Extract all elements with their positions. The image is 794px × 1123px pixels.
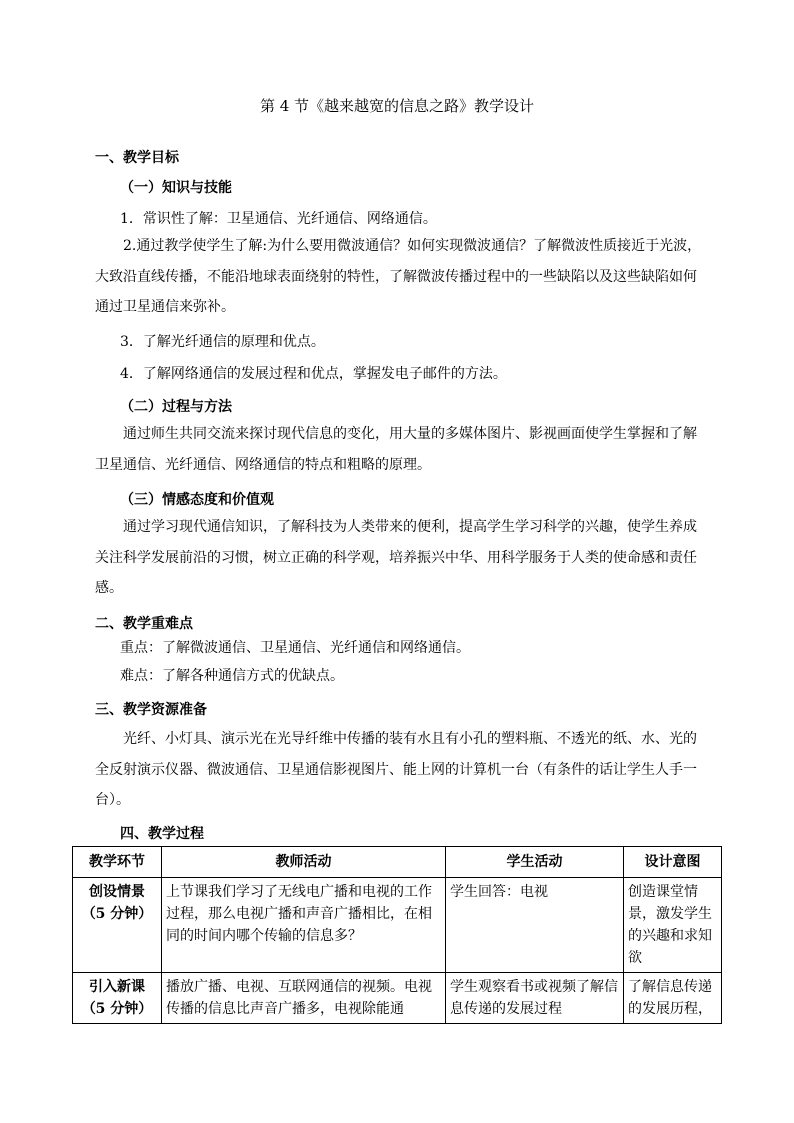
stage-cell [73, 878, 162, 973]
stage-name: 引入新课 [89, 979, 145, 995]
header-student-activity: 学生活动 [446, 847, 624, 878]
objective-item-2-line-3: 通过卫星通信来弥补。 [95, 299, 235, 315]
header-stage: 教学环节 [73, 847, 162, 878]
section-heading-key-points: 二、教学重难点 [95, 616, 193, 632]
objective-item-2-line-2: 大致沿直线传播，不能沿地球表面绕射的特性，了解微波传播过程中的一些缺陷以及这些缺陷如何 [95, 268, 697, 285]
header-teacher-activity: 教师活动 [162, 847, 446, 878]
stage-duration: （5 分钟） [81, 1001, 153, 1017]
process-method-paragraph [95, 419, 705, 480]
attitude-line-2: 关注科学发展前沿的习惯，树立正确的科学观，培养振兴中华、用科学服务于人类的使命感和责任 [95, 549, 697, 566]
header-design-intent: 设计意图 [624, 847, 722, 878]
objective-item-1: 1．常识性了解：卫星通信、光纤通信、网络通信。 [120, 211, 437, 227]
attitude-line-1: 通过学习现代通信知识，了解科技为人类带来的便利，提高学生学习科学的兴趣，使学生养成 [123, 519, 697, 535]
process-method-line-1: 通过师生共同交流来探讨现代信息的变化，用大量的多媒体图片、影视画面使学生掌握和了解 [123, 426, 697, 442]
key-point-text: 重点：了解微波通信、卫星通信、光纤通信和网络通信。 [120, 640, 470, 656]
section-heading-process: 四、教学过程 [120, 826, 204, 842]
stage-name: 创设情景 [89, 884, 145, 900]
difficulty-text: 难点：了解各种通信方式的优缺点。 [120, 668, 344, 684]
attitude-line-3: 感。 [95, 580, 123, 596]
subheading-knowledge-skills: （一）知识与技能 [120, 180, 232, 196]
teacher-activity-cell: 上节课我们学习了无线电广播和电视的工作过程，那么电视广播和声音广播相比，在相同的时间内哪个传输的信息多？ [162, 878, 446, 973]
student-activity-cell: 学生回答：电视 [446, 878, 624, 973]
objective-item-2-line-1: 2.通过教学使学生了解:为什么要用微波通信？如何实现微波通信？了解微波性质接近于光波， [123, 238, 702, 254]
teaching-process-table [72, 846, 722, 1024]
objective-item-2 [95, 231, 705, 323]
student-activity-cell: 学生观察看书或视频了解信息传递的发展过程 [446, 973, 624, 1024]
objective-item-3: 3．了解光纤通信的原理和优点。 [120, 334, 325, 350]
table-row [73, 973, 722, 1024]
stage-cell [73, 973, 162, 1024]
section-heading-objectives: 一、教学目标 [95, 150, 179, 166]
resources-line-3: 台）。 [95, 792, 130, 808]
resources-paragraph [95, 724, 705, 816]
design-intent-cell: 创造课堂情景，激发学生的兴趣和求知欲 [624, 878, 722, 973]
table-row [73, 878, 722, 973]
resources-line-2: 全反射演示仪器、微波通信、卫星通信影视图片、能上网的计算机一台（有条件的话让学生人手一 [95, 761, 697, 778]
stage-duration: （5 分钟） [81, 906, 153, 922]
document-title: 第 4 节《越来越宽的信息之路》教学设计 [259, 97, 535, 115]
resources-line-1: 光纤、小灯具、演示光在光导纤维中传播的装有水且有小孔的塑料瓶、不透光的纸、水、光的 [123, 731, 697, 747]
teacher-activity-cell: 播放广播、电视、互联网通信的视频。电视传播的信息比声音广播多，电视除能通 [162, 973, 446, 1024]
subheading-process-method: （二）过程与方法 [120, 399, 232, 415]
process-method-line-2: 卫星通信、光纤通信、网络通信的特点和粗略的原理。 [95, 456, 431, 473]
objective-item-4: 4．了解网络通信的发展过程和优点，掌握发电子邮件的方法。 [120, 366, 507, 382]
table-header-row [73, 847, 722, 878]
section-heading-resources: 三、教学资源准备 [95, 702, 207, 718]
subheading-attitude-values: （三）情感态度和价值观 [120, 492, 274, 508]
design-intent-cell: 了解信息传递的发展历程， [624, 973, 722, 1024]
attitude-values-paragraph [95, 512, 705, 604]
